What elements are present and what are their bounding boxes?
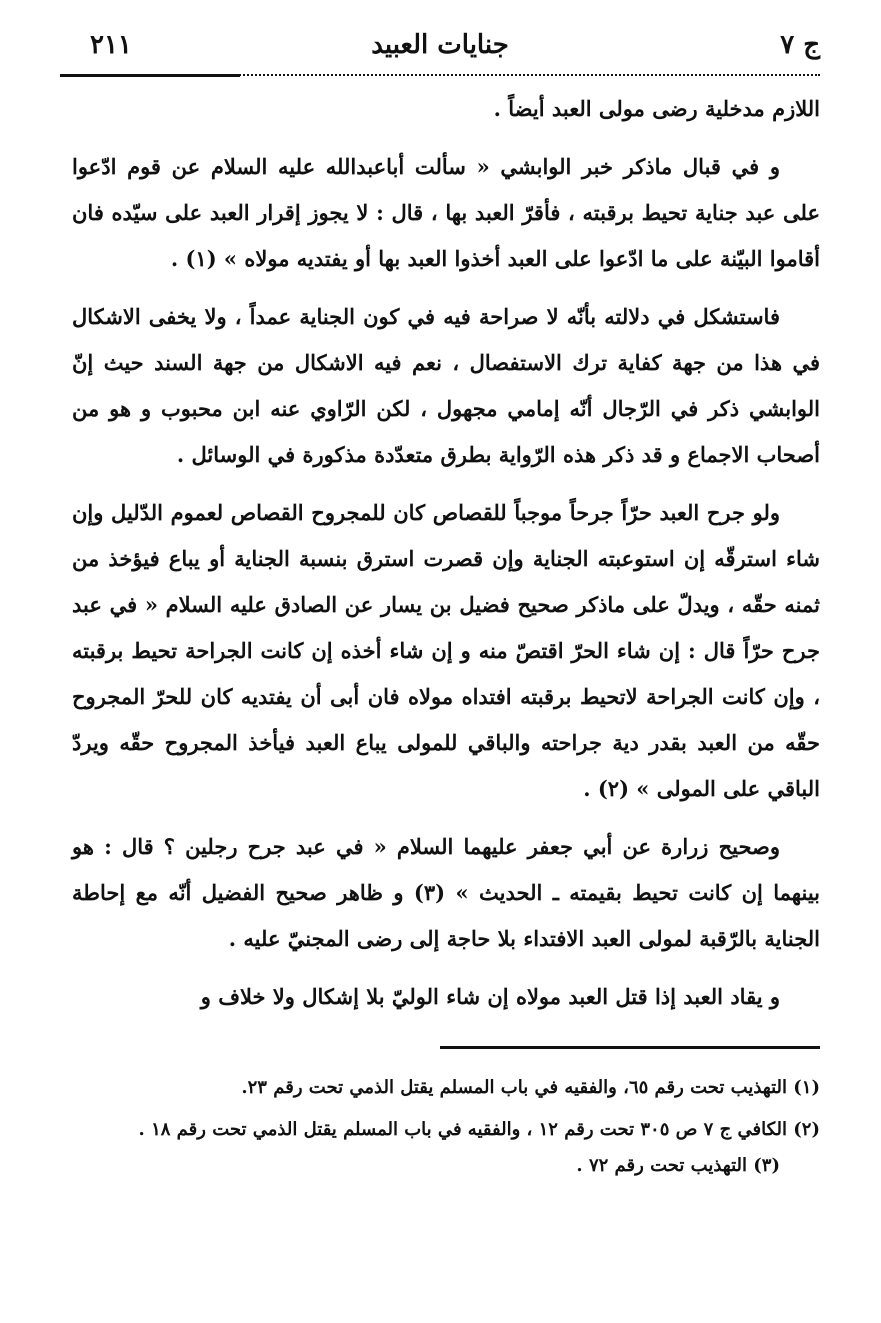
paragraph: وصحيح زرارة عن أبي جعفر عليهما السلام « في عبد جرح رجلين ؟ قال : هو بينهما إن كانت تحيط بقيمته ـ الحديث » (٣) و ظاهر صحيح الفضيل أنّه مع إحاطة الجناية بالرّقبة لمولى العبد الافتداء بلا حاجة إلى رضى المجنيّ عليه . [72, 834, 821, 951]
footnote-1: (١) التهذيب تحت رقم ٦٥، والفقيه في باب المسلم يقتل الذمي تحت رقم ٢٣. [241, 1077, 820, 1098]
paragraph: ولو جرح العبد حرّاً جرحاً موجباً للقصاص كان للمجروح القصاص لعموم الدّليل وإن شاء استرقّه إن استوعبته الجناية وإن قصرت استرق بنسبة الجناية أو يباع فيؤخذ من ثمنه حقّه ، ويدلّ على ماذكر صحيح فضيل بن يسار عن الصادق عليه السلام « في عبد جرح حرّاً قال : إن شاء الحرّ اقتصّ منه و إن شاء أخذه إن كانت الجراحة تحيط برقبته ، وإن كانت الجراحة لاتحيط برقبته افتداه مولاه فان أبى أن يفتديه كان للحرّ المجروح حقّه من العبد بقدر دية جراحته والباقي للمولى يباع العبد فيأخذ المجروح حقّه ويردّ الباقي على المولى » (٢) . [72, 500, 820, 801]
paragraph: فاستشكل في دلالته بأنّه لا صراحة فيه في كون الجناية عمداً ، ولا يخفى الاشكال في هذا من جهة كفاية ترك الاستفصال ، نعم فيه الاشكال من جهة السند حيث إنّ الوابشي ذكر في الرّجال أنّه إمامي مجهول ، لكن الرّاوي عنه ابن محبوب و هو من أصحاب الاجماع و قد ذكر هذه الرّواية بطرق متعدّدة مذكورة في الوسائل . [72, 304, 820, 467]
page-number: ٢١١ [90, 30, 132, 60]
paragraph: و يقاد العبد إذا قتل العبد مولاه إن شاء الوليّ بلا إشكال ولا خلاف و [200, 984, 780, 1009]
paragraph: و في قبال ماذكر خبر الوابشي « سألت أباعبدالله عليه السلام عن قوم ادّعوا على عبد جناية تحيط برقبته ، فأقرّ العبد بها ، قال : لا يجوز إقرار العبد على سيّده فان أقاموا البيّنة على ما ادّعوا على العبد أخذوا العبد بها أو يفتديه مولاه » (١) . [72, 154, 820, 271]
footnotes [80, 1070, 820, 1190]
page-header [60, 30, 820, 76]
page-title: جنايات العبيد [371, 30, 509, 60]
footnote-3: (٣) التهذيب تحت رقم ٧٢ . [576, 1155, 780, 1176]
footnote-divider [440, 1046, 820, 1049]
main-text [72, 86, 820, 1032]
header-solid-rule [60, 74, 240, 77]
chapter-label: ج ٧ [780, 30, 820, 60]
footnote-2-text: (٢) الكافي ج ٧ ص ٣٠٥ تحت رقم ١٢ ، والفقيه في باب المسلم يقتل الذمي تحت رقم ١٨ . [138, 1119, 820, 1140]
paragraph: اللازم مدخلية رضى مولى العبد أيضاً . [493, 96, 820, 121]
footnote-2 [80, 1112, 820, 1184]
